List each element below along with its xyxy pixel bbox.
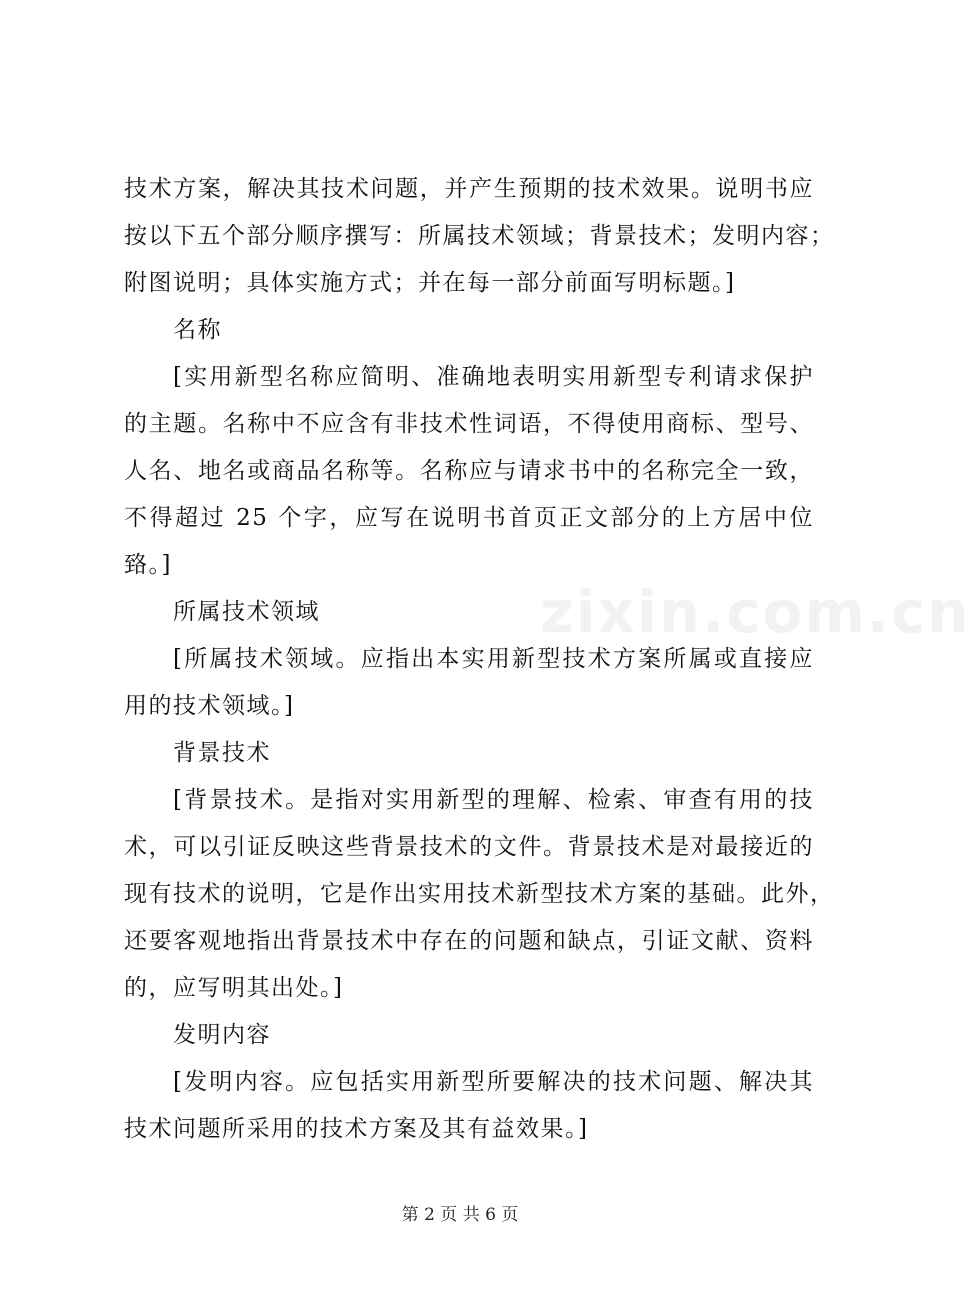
- paragraph-line: [所属技术领域。应指出本实用新型技术方案所属或直接应: [173, 646, 814, 672]
- paragraph-line: [发明内容。应包括实用新型所要解决的技术问题、解决其: [173, 1069, 814, 1095]
- paragraph-line: 不得超过 25 个字，应写在说明书首页正文部分的上方居中位: [124, 505, 814, 531]
- paragraph-line: 技术问题所采用的技术方案及其有益效果。]: [124, 1116, 589, 1142]
- paragraph: [124, 354, 814, 589]
- paragraph: [124, 636, 814, 730]
- paragraph: [124, 166, 835, 307]
- section-heading: 名称: [173, 317, 222, 343]
- paragraph-line: 术，可以引证反映这些背景技术的文件。背景技术是对最接近的: [124, 834, 814, 860]
- section-heading: 发明内容: [173, 1022, 271, 1048]
- paragraph: [124, 1059, 814, 1153]
- paragraph-line: 用的技术领域。]: [124, 693, 295, 719]
- watermark: zixin.com.cn: [540, 578, 971, 646]
- paragraph: [124, 777, 835, 1012]
- section-heading: 背景技术: [173, 740, 271, 766]
- paragraph-line: 人名、地名或商品名称等。名称应与请求书中的名称完全一致，: [124, 458, 814, 484]
- paragraph-line: 现有技术的说明，它是作出实用技术新型技术方案的基础。此外，: [124, 881, 835, 907]
- paragraph-line: 按以下五个部分顺序撰写：所属技术领域；背景技术；发明内容；: [124, 223, 835, 249]
- page-footer: 第 2 页 共 6 页: [401, 1205, 519, 1225]
- paragraph-line: 还要客观地指出背景技术中存在的问题和缺点，引证文献、资料: [124, 928, 814, 954]
- paragraph-line: 附图说明；具体实施方式；并在每一部分前面写明标题。]: [124, 270, 736, 296]
- paragraph-line: 臵。]: [124, 552, 172, 578]
- document-body: [124, 166, 835, 1153]
- paragraph-line: 的，应写明其出处。]: [124, 975, 344, 1001]
- paragraph-line: 技术方案，解决其技术问题，并产生预期的技术效果。说明书应: [124, 176, 814, 202]
- paragraph-line: [背景技术。是指对实用新型的理解、检索、审查有用的技: [173, 787, 814, 813]
- section-heading: 所属技术领域: [173, 599, 320, 625]
- paragraph-line: [实用新型名称应简明、准确地表明实用新型专利请求保护: [173, 364, 814, 390]
- paragraph-line: 的主题。名称中不应含有非技术性词语，不得使用商标、型号、: [124, 411, 814, 437]
